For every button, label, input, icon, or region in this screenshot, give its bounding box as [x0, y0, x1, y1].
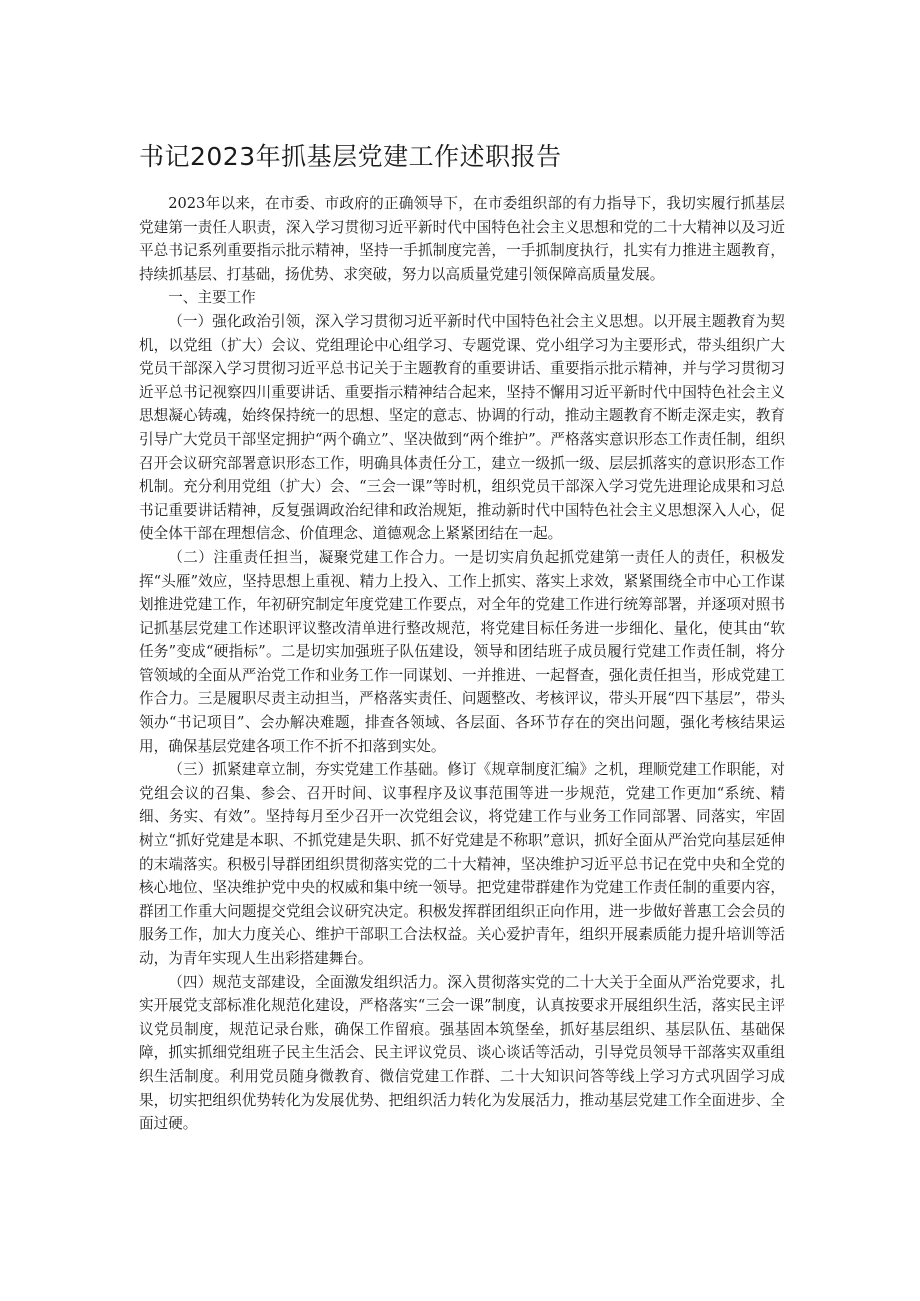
paragraph-responsibility: （二）注重责任担当，凝聚党建工作合力。一是切实肩负起抓党建第一责任人的责任，积极发挥“头雁”效应，坚持思想上重视、精力上投入、工作上抓实、落实上求效，紧紧围绕全市中心工作谋划推进党建工作，年初研究制定年度党建工作要点，对全年的党建工作进行统筹部署，并逐项对照书记抓基层党建工作述职评议整改清单进行整改规范，将党建目标任务进一步细化、量化，使其由“软任务”变成“硬指标”。二是切实加强班子队伍建设，领导和团结班子成员履行党建工作责任制，将分管领域的全面从严治党工作和业务工作一同谋划、一并推进、一起督查，强化责任担当，形成党建工作合力。三是履职尽责主动担当，严格落实责任、问题整改、考核评议，带头开展“四下基层”，带头领办“书记项目”、会办解决难题，排查各领域、各层面、各环节存在的突出问题，强化考核结果运用，确保基层党建各项工作不折不扣落到实处。	[139, 548, 785, 755]
intro-paragraph: 2023年以来，在市委、市政府的正确领导下，在市委组织部的有力指导下，我切实履行抓基层党建第一责任人职责，深入学习贯彻习近平新时代中国特色社会主义思想和党的二十大精神以及习近平总书记系列重要指示批示精神，坚持一手抓制度完善，一手抓制度执行，扎实有力推进主题教育，持续抓基层、打基础，扬优势、求突破，努力以高质量党建引领保障高质量发展。	[139, 195, 785, 283]
paragraph-branch-building: （四）规范支部建设，全面激发组织活力。深入贯彻落实党的二十大关于全面从严治党要求，扎实开展党支部标准化规范化建设，严格落实“三会一课”制度，认真按要求开展组织生活，落实民主评议党员制度，规范记录台账，确保工作留痕。强基固本筑堡垒，抓好基层组织、基层队伍、基础保障，抓实抓细党组班子民主生活会、民主评议党员、谈心谈话等活动，引导党员领导干部落实双重组织生活制度。利用党员随身微教育、微信党建工作群、二十大知识问答等线上学习方式巩固学习成果，切实把组织优势转化为发展优势、把组织活力转化为发展活力，推动基层党建工作全面进步、全面过硬。	[139, 973, 785, 1133]
paragraph-political-guidance: （一）强化政治引领，深入学习贯彻习近平新时代中国特色社会主义思想。以开展主题教育为契机，以党组（扩大）会议、党组理论中心组学习、专题党课、党小组学习为主要形式，带头组织广大党员干部深入学习贯彻习近平总书记关于主题教育的重要讲话、重要指示批示精神，并与学习贯彻习近平总书记视察四川重要讲话、重要指示精神结合起来，坚持不懈用习近平新时代中国特色社会主义思想凝心铸魂，始终保持统一的思想、坚定的意志、协调的行动，推动主题教育不断走深走实，教育引导广大党员干部坚定拥护“两个确立”、坚决做到“两个维护”。严格落实意识形态工作责任制，组织召开会议研究部署意识形态工作，明确具体责任分工，建立一级抓一级、层层抓落实的意识形态工作机制。充分利用党组（扩大）会、“三会一课”等时机，组织党员干部深入学习党先进理论成果和习总书记重要讲话精神，反复强调政治纪律和政治规矩，推动新时代中国特色社会主义思想深入人心，促使全体干部在理想信念、价值理念、道德观念上紧紧团结在一起。	[139, 312, 785, 543]
section-heading-main-work: 一、主要工作	[168, 289, 256, 307]
paragraph-rules-system: （三）抓紧建章立制，夯实党建工作基础。修订《规章制度汇编》之机，理顺党建工作职能，对党组会议的召集、参会、召开时间、议事程序及议事范围等进一步规范，党建工作更加“系统、精细、务实、有效”。坚持每月至少召开一次党组会议，将党建工作与业务工作同部署、同落实，牢固树立“抓好党建是本职、不抓党建是失职、抓不好党建是不称职”意识，抓好全面从严治党向基层延伸的末端落实。积极引导群团组织贯彻落实党的二十大精神，坚决维护习近平总书记在党中央和全党的核心地位、坚决维护党中央的权威和集中统一领导。把党建带群建作为党建工作责任制的重要内容，群团工作重大问题提交党组会议研究决定。积极发挥群团组织正向作用，进一步做好普惠工会会员的服务工作，加大力度关心、维护干部职工合法权益。关心爱护青年，组织开展素质能力提升培训等活动，为青年实现人生出彩搭建舞台。	[139, 761, 785, 967]
document-title: 书记2023年抓基层党建工作述职报告	[139, 142, 562, 171]
document-body	[139, 192, 785, 1136]
